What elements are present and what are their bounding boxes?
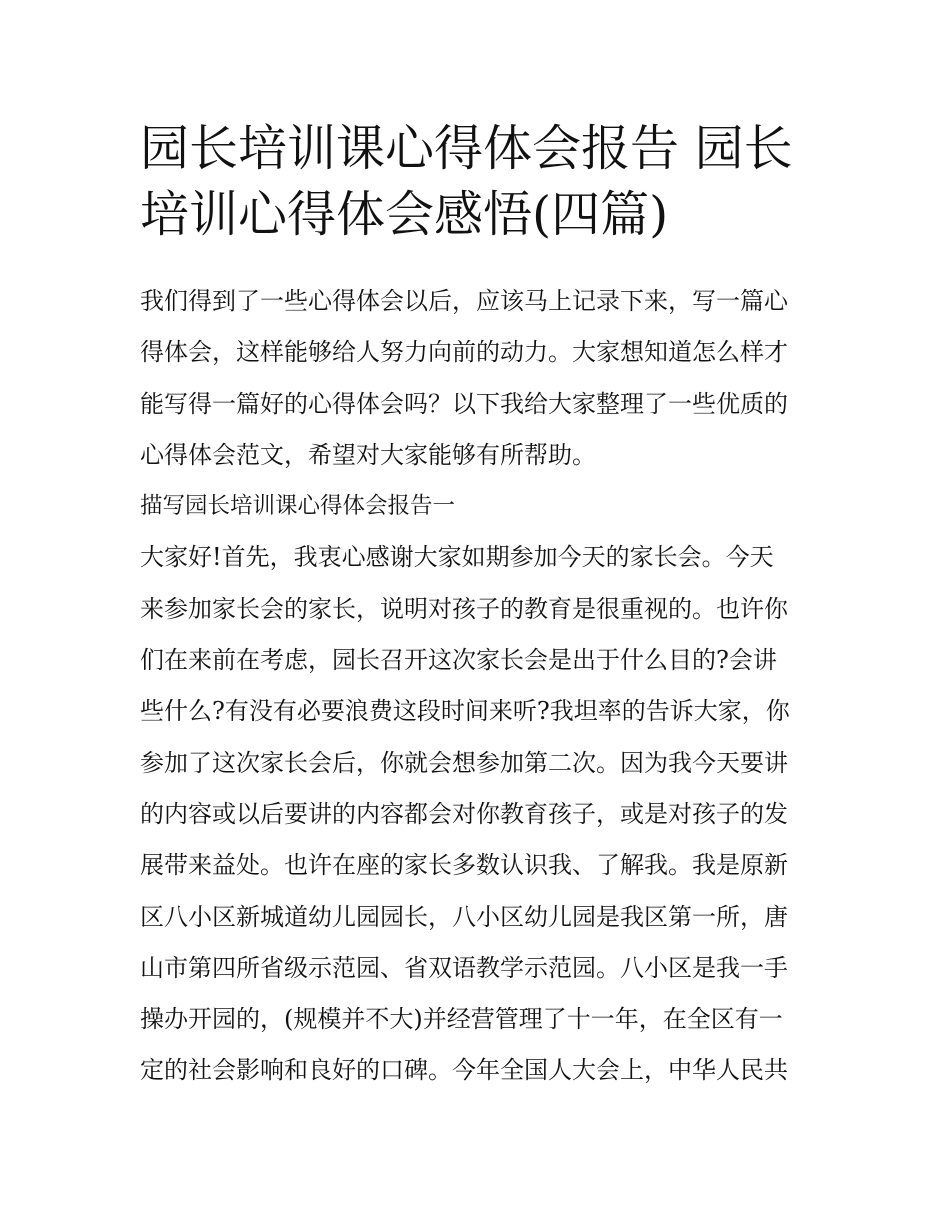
paragraph-line: 大家好!首先，我衷心感谢大家如期参加今天的家长会。今天 [140,543,774,572]
intro-line: 我们得到了一些心得体会以后，应该马上记录下来，写一篇心 [140,287,788,315]
paragraph-line: 些什么?有没有必要浪费这段时间来听?我坦率的告诉大家，你 [140,697,790,726]
title-line: 园长培训课心得体会报告 园长 [140,120,793,177]
paragraph-line: 操办开园的，(规模并不大)并经营管理了十一年，在全区有一 [140,1005,783,1034]
paragraph-line: 来参加家长会的家长，说明对孩子的教育是很重视的。也许你 [140,594,788,623]
intro-line: 心得体会范文，希望对大家能够有所帮助。 [140,440,596,469]
paragraph-line: 的内容或以后要讲的内容都会对你教育孩子，或是对孩子的发 [140,799,788,828]
paragraph-line: 山市第四所省级示范园、省双语教学示范园。八小区是我一手 [140,953,788,982]
paragraph-line: 们在来前在考虑，园长召开这次家长会是出于什么目的?会讲 [140,646,777,675]
document-title [140,116,820,248]
document-body [140,276,820,1097]
paragraph-line: 区八小区新城道幼儿园园长，八小区幼儿园是我区第一所，唐 [140,902,788,931]
title-line: 培训心得体会感悟(四篇) [140,186,669,243]
paragraph-line: 定的社会影响和良好的口碑。今年全国人大会上，中华人民共 [140,1056,788,1085]
paragraph-line: 展带来益处。也许在座的家长多数认识我、了解我。我是原新 [140,851,788,880]
intro-line: 能写得一篇好的心得体会吗？以下我给大家整理了一些优质的 [140,389,788,418]
paragraph-line: 参加了这次家长会后，你就会想参加第二次。因为我今天要讲 [140,748,788,777]
intro-line: 得体会，这样能够给人努力向前的动力。大家想知道怎么样才 [140,338,788,367]
section-heading: 描写园长培训课心得体会报告一 [140,493,456,520]
